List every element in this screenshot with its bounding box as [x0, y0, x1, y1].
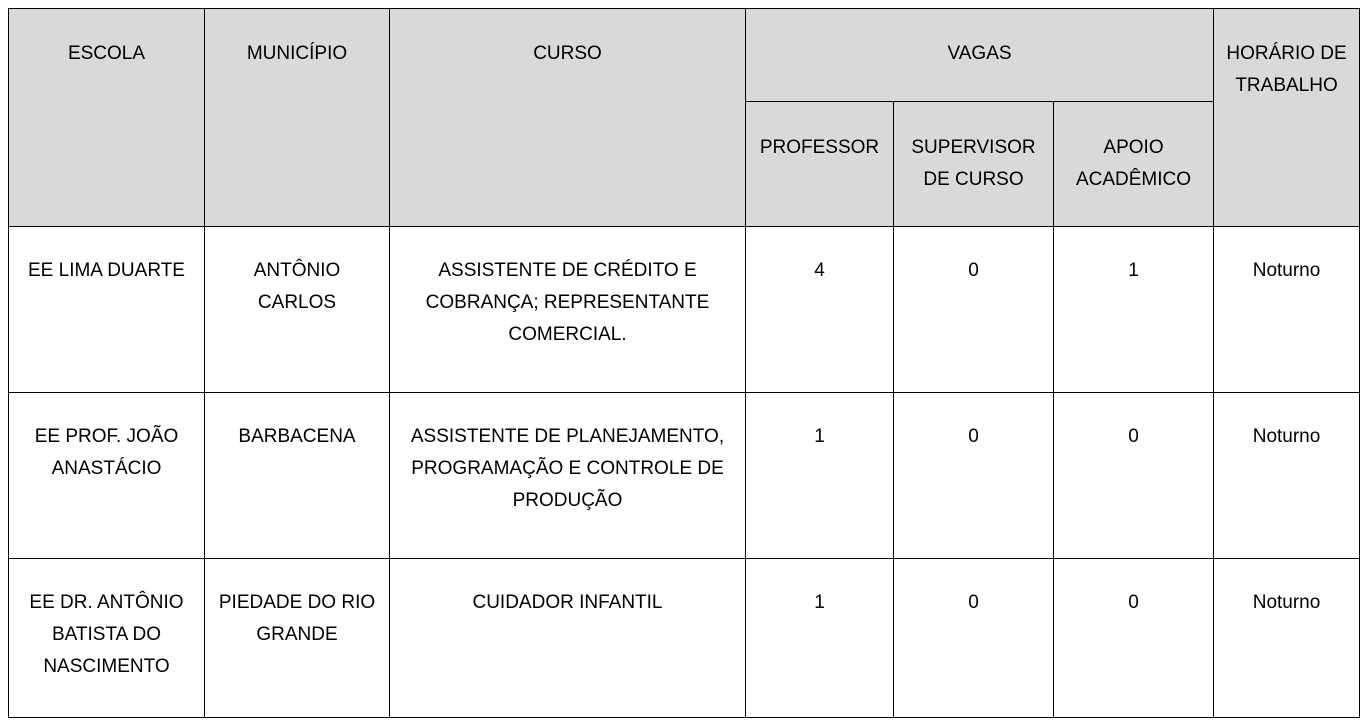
table-row	[9, 393, 1360, 559]
header-professor: PROFESSOR	[746, 102, 894, 227]
vagas-table	[8, 8, 1360, 718]
cell-professor: 1	[746, 393, 894, 559]
cell-municipio: PIEDADE DO RIO GRANDE	[205, 559, 390, 718]
cell-escola: EE LIMA DUARTE	[9, 227, 205, 393]
cell-escola: EE DR. ANTÔNIO BATISTA DO NASCIMENTO	[9, 559, 205, 718]
table-row	[9, 559, 1360, 718]
table-row	[9, 227, 1360, 393]
table-header	[9, 9, 1360, 227]
cell-professor: 4	[746, 227, 894, 393]
cell-professor: 1	[746, 559, 894, 718]
cell-curso: ASSISTENTE DE PLANEJAMENTO, PROGRAMAÇÃO E CONTROLE DE PRODUÇÃO	[390, 393, 746, 559]
cell-curso: ASSISTENTE DE CRÉDITO E COBRANÇA; REPRESENTANTE COMERCIAL.	[390, 227, 746, 393]
cell-escola: EE PROF. JOÃO ANASTÁCIO	[9, 393, 205, 559]
table-body	[9, 227, 1360, 718]
cell-supervisor: 0	[894, 559, 1054, 718]
cell-horario: Noturno	[1214, 559, 1360, 718]
header-vagas: VAGAS	[746, 9, 1214, 102]
cell-curso: CUIDADOR INFANTIL	[390, 559, 746, 718]
cell-supervisor: 0	[894, 393, 1054, 559]
cell-municipio: BARBACENA	[205, 393, 390, 559]
cell-apoio: 1	[1054, 227, 1214, 393]
cell-apoio: 0	[1054, 559, 1214, 718]
cell-municipio: ANTÔNIO CARLOS	[205, 227, 390, 393]
header-supervisor: SUPERVISOR DE CURSO	[894, 102, 1054, 227]
header-curso: CURSO	[390, 9, 746, 227]
cell-horario: Noturno	[1214, 227, 1360, 393]
cell-supervisor: 0	[894, 227, 1054, 393]
cell-apoio: 0	[1054, 393, 1214, 559]
header-horario: HORÁRIO DE TRABALHO	[1214, 9, 1360, 227]
header-escola: ESCOLA	[9, 9, 205, 227]
header-municipio: MUNICÍPIO	[205, 9, 390, 227]
header-apoio: APOIO ACADÊMICO	[1054, 102, 1214, 227]
cell-horario: Noturno	[1214, 393, 1360, 559]
